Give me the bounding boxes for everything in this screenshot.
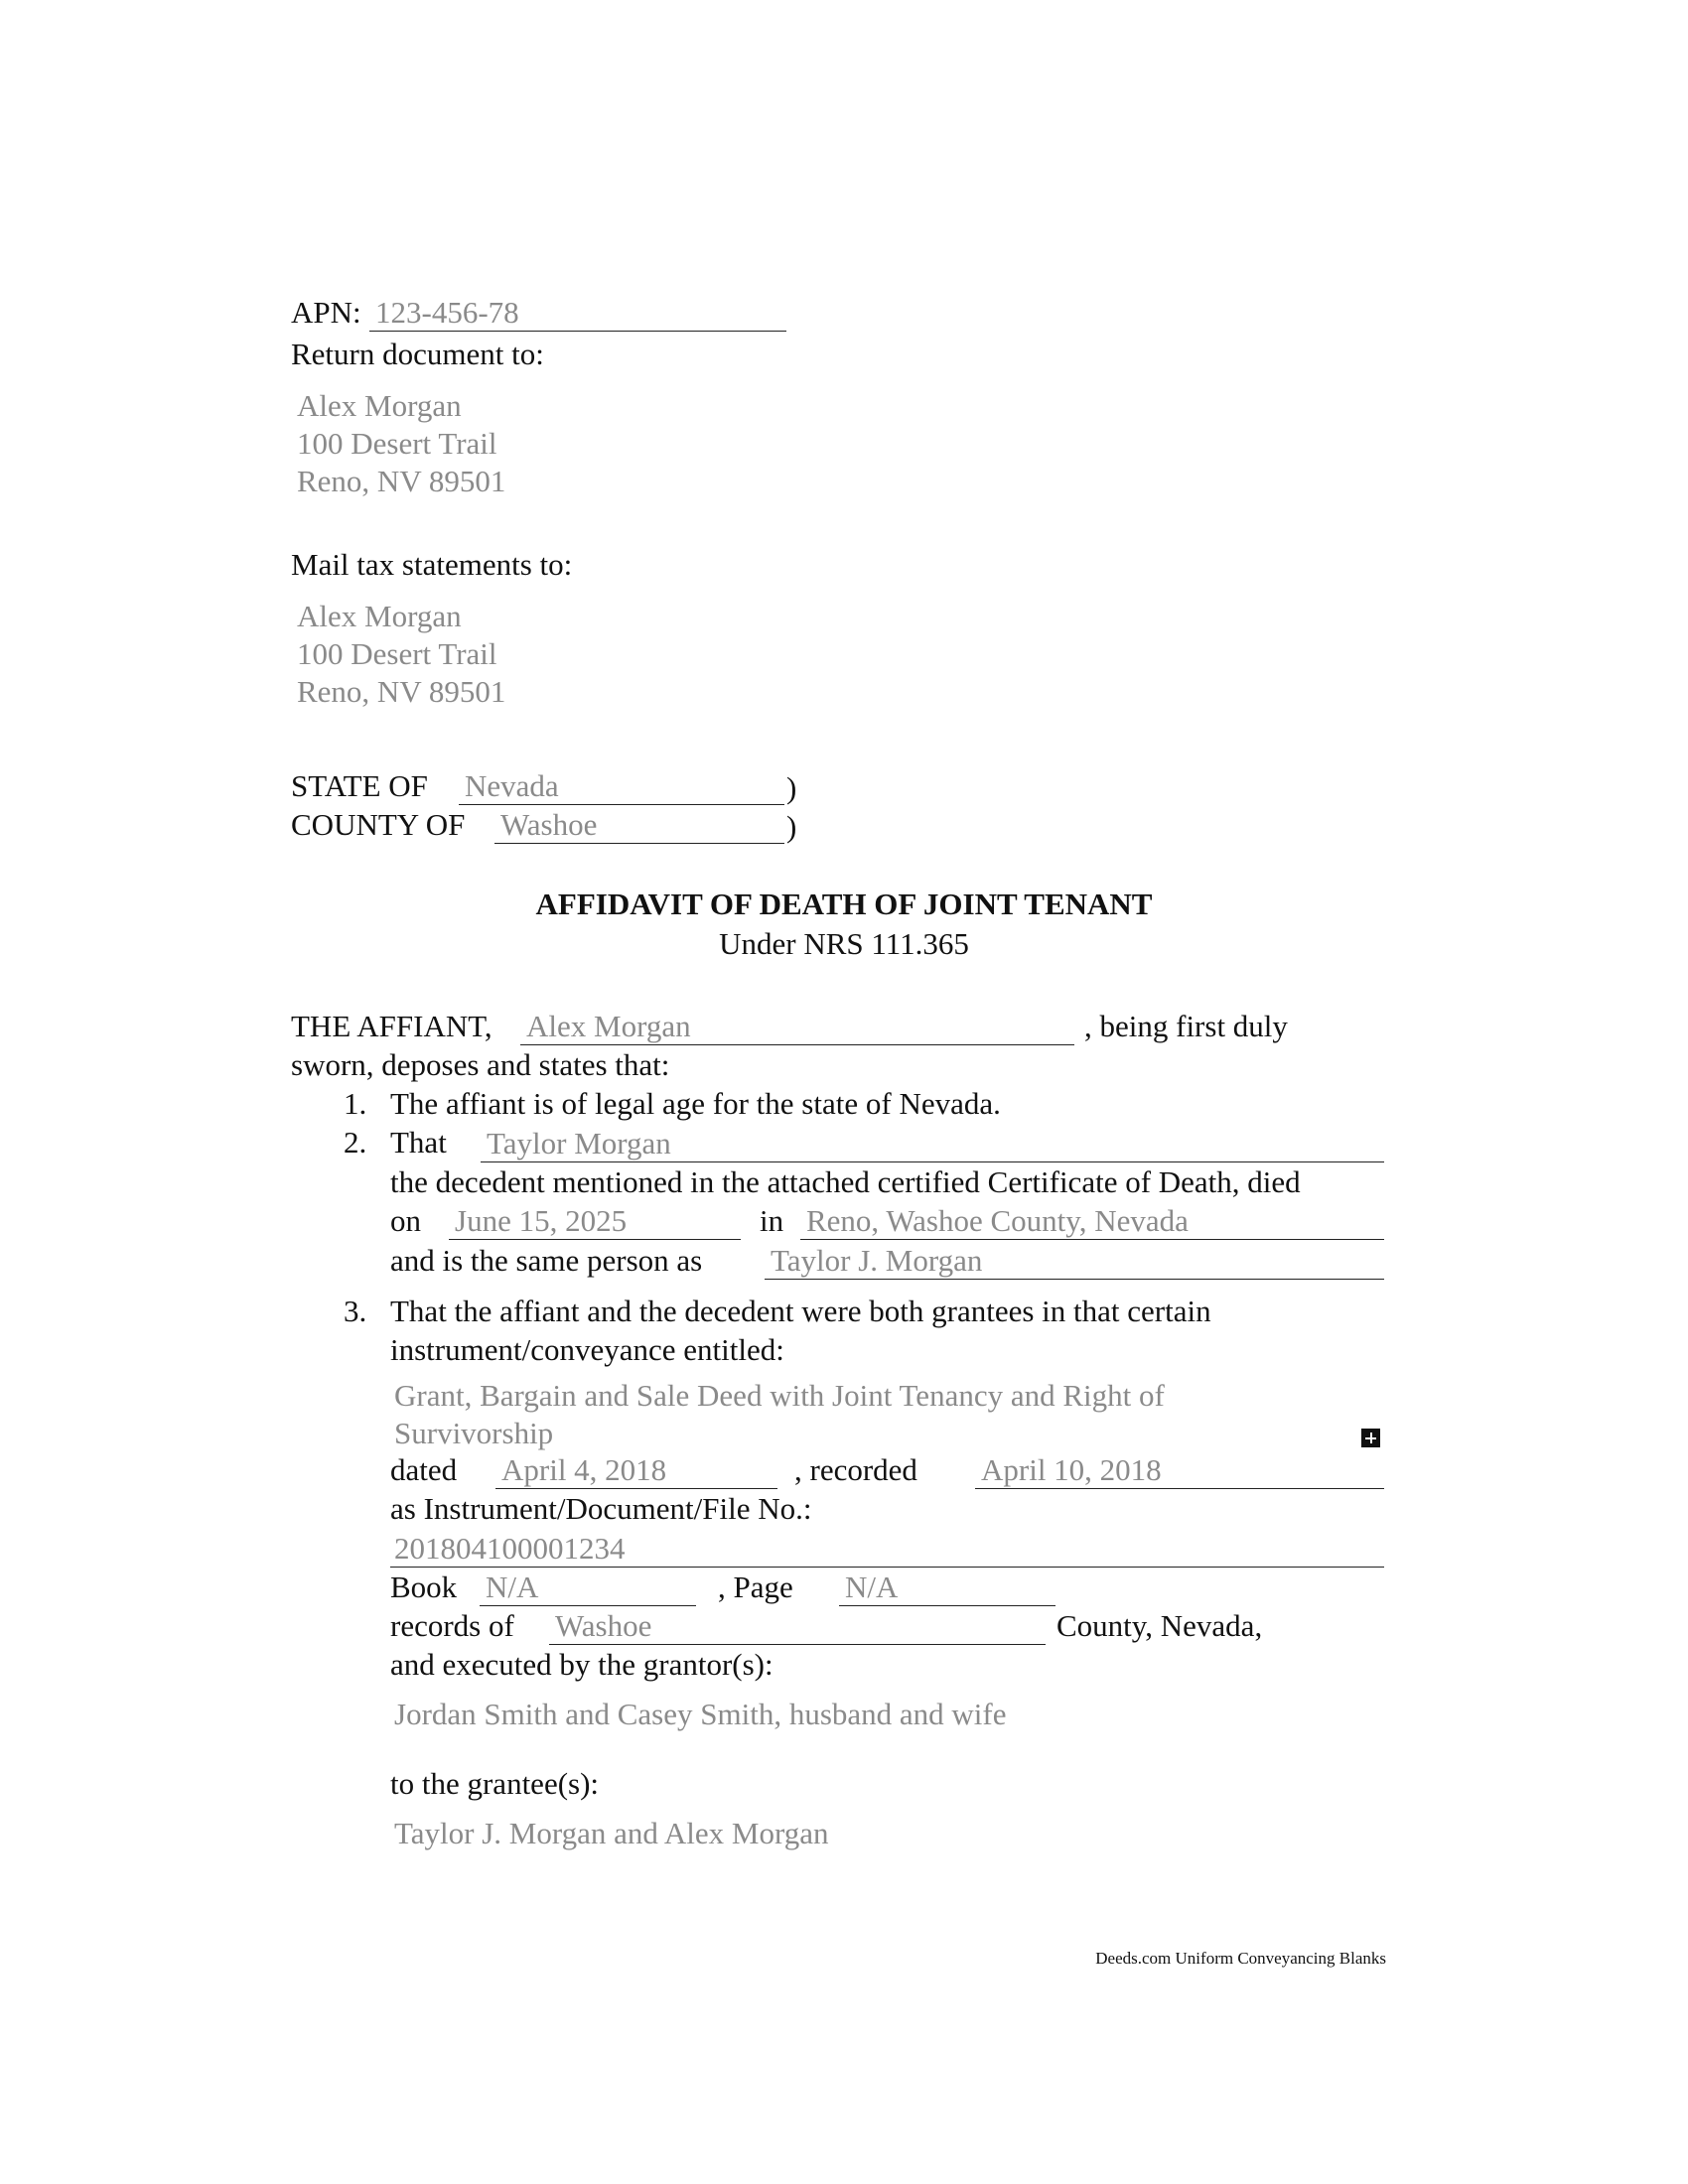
grantees-field[interactable]: Taylor J. Morgan and Alex Morgan (394, 1816, 829, 1850)
expand-field-icon[interactable] (1361, 1429, 1380, 1447)
affiant-field[interactable]: Alex Morgan (520, 1008, 1074, 1045)
item-1-number: 1. (344, 1086, 367, 1121)
records-field[interactable]: Washoe (549, 1607, 1046, 1645)
return-name: Alex Morgan (297, 388, 462, 423)
instrument-title-line-1: Grant, Bargain and Sale Deed with Joint Tenancy and Right of (394, 1378, 1165, 1413)
item-3-line-2: instrument/conveyance entitled: (390, 1332, 784, 1367)
return-city: Reno, NV 89501 (297, 464, 506, 498)
item-2-number: 2. (344, 1125, 367, 1160)
death-place-field[interactable]: Reno, Washoe County, Nevada (800, 1202, 1384, 1240)
recorded-label: , recorded (794, 1452, 917, 1487)
same-person-field[interactable]: Taylor J. Morgan (765, 1242, 1384, 1280)
instrument-title-field[interactable] (394, 1377, 1387, 1452)
dated-label: dated (390, 1452, 458, 1487)
mail-label: Mail tax statements to: (291, 547, 573, 582)
sworn-text: sworn, deposes and states that: (291, 1047, 670, 1082)
death-date-field[interactable]: June 15, 2025 (449, 1202, 741, 1240)
decedent-field[interactable]: Taylor Morgan (481, 1125, 1384, 1162)
dated-field[interactable]: April 4, 2018 (495, 1451, 777, 1489)
in-label: in (760, 1203, 784, 1238)
county-label: COUNTY OF (291, 807, 466, 842)
county-field[interactable]: Washoe (494, 806, 784, 844)
item-2-that: That (390, 1125, 447, 1160)
state-label: STATE OF (291, 768, 428, 803)
state-paren: ) (786, 770, 797, 805)
executed-label: and executed by the grantor(s): (390, 1647, 774, 1682)
instrument-no-label: as Instrument/Document/File No.: (390, 1491, 812, 1526)
same-person-label: and is the same person as (390, 1243, 703, 1278)
instrument-title-line-2: Survivorship (394, 1416, 554, 1450)
item-3-number: 3. (344, 1294, 367, 1328)
item-3-line-1: That the affiant and the decedent were both grantees in that certain (390, 1294, 1211, 1328)
mail-address[interactable] (297, 598, 505, 711)
affiant-suffix: , being first duly (1084, 1009, 1288, 1043)
records-label: records of (390, 1608, 514, 1643)
instrument-no-field[interactable]: 201804100001234 (390, 1530, 1384, 1568)
mail-street: 100 Desert Trail (297, 636, 497, 671)
on-label: on (390, 1203, 421, 1238)
book-field[interactable]: N/A (480, 1569, 696, 1606)
book-label: Book (390, 1570, 458, 1604)
page-label: , Page (718, 1570, 793, 1604)
apn-field[interactable]: 123-456-78 (369, 294, 786, 332)
county-paren: ) (786, 809, 797, 844)
recorded-field[interactable]: April 10, 2018 (975, 1451, 1384, 1489)
document-title: AFFIDAVIT OF DEATH OF JOINT TENANT (535, 887, 1153, 921)
return-street: 100 Desert Trail (297, 426, 497, 461)
return-address[interactable] (297, 387, 505, 500)
footer-text: Deeds.com Uniform Conveyancing Blanks (1095, 1949, 1386, 1968)
apn-label: APN: (291, 295, 361, 330)
return-label: Return document to: (291, 337, 544, 371)
affiant-label: THE AFFIANT, (291, 1009, 492, 1043)
page-field[interactable]: N/A (839, 1569, 1055, 1606)
document-subtitle: Under NRS 111.365 (719, 926, 969, 961)
decedent-text: the decedent mentioned in the attached certified Certificate of Death, died (390, 1164, 1301, 1199)
item-1-text: The affiant is of legal age for the state of Nevada. (390, 1086, 1001, 1121)
mail-city: Reno, NV 89501 (297, 674, 506, 709)
grantors-field[interactable]: Jordan Smith and Casey Smith, husband and wife (394, 1697, 1007, 1731)
mail-name: Alex Morgan (297, 599, 462, 633)
records-suffix: County, Nevada, (1056, 1608, 1263, 1643)
grantees-label: to the grantee(s): (390, 1766, 600, 1801)
state-field[interactable]: Nevada (459, 767, 784, 805)
